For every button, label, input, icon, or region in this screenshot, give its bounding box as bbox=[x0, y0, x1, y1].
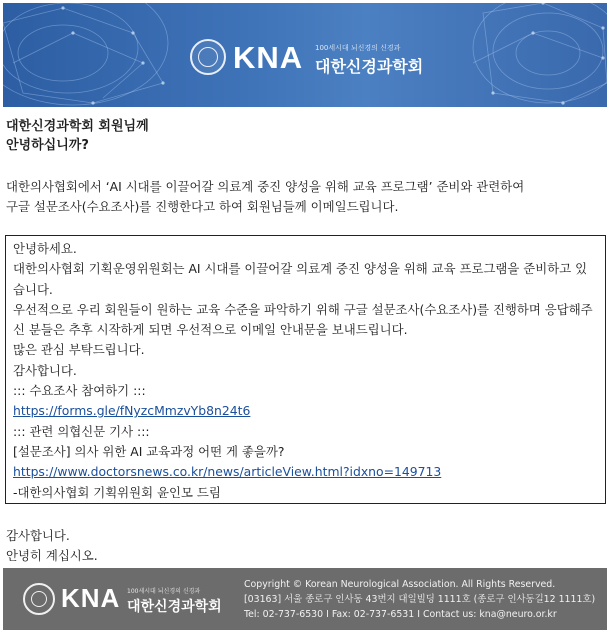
notice-thanks: 감사합니다. bbox=[13, 362, 77, 378]
notice-paragraph-2: 우선적으로 우리 회원들이 원하는 교육 수준을 파악하기 위해 구글 설문조사(수요조사)를 진행하며 응답해주신 분들은 추후 시작하게 되면 우선적으로 이메일 안내문을 보내드립니다. bbox=[13, 301, 593, 338]
notice-box bbox=[5, 235, 606, 504]
greeting-line-1: 대한신경과학회 회원님께 bbox=[6, 119, 149, 134]
notice-request: 많은 관심 부탁드립니다. bbox=[13, 342, 145, 358]
footer-org-name: 대한신경과학회 bbox=[127, 599, 222, 615]
brain-network-illustration bbox=[3, 3, 607, 107]
survey-heading: ::: 수요조사 참여하기 ::: bbox=[13, 383, 146, 399]
logo-org-name: 대한신경과학회 bbox=[315, 57, 424, 76]
closing-line-2: 안녕히 계십시오. bbox=[6, 548, 98, 563]
closing-line-1: 감사합니다. bbox=[6, 528, 70, 543]
article-title: [설문조사] 의사 위한 AI 교육과정 어떤 게 좋을까? bbox=[13, 443, 285, 459]
footer-kna-logo-text: KNA bbox=[61, 583, 121, 613]
article-heading: ::: 관련 의협신문 기사 ::: bbox=[13, 423, 150, 439]
footer-seal-icon bbox=[23, 583, 55, 615]
logo-slogan: 100세시대 뇌신경의 신경과 bbox=[315, 44, 401, 52]
greeting-line-2: 안녕하십니까? bbox=[6, 138, 89, 153]
footer-copyright: Copyright © Korean Neurological Association. All Rights Reserved. bbox=[244, 579, 556, 590]
intro-line-2: 구글 설문조사(수요조사)를 진행한다고 하여 회원님들께 이메일드립니다. bbox=[6, 199, 399, 214]
survey-link[interactable]: https://forms.gle/fNyzcMmzvYb8n24t6 bbox=[13, 403, 251, 419]
notice-signature: -대한의사협회 기획위원회 윤인모 드림 bbox=[13, 484, 221, 500]
footer-info bbox=[244, 577, 595, 622]
notice-paragraph-1: 대한의사협회 기획운영위원회는 AI 시대를 이끌어갈 의료계 중진 양성을 위해 교육 프로그램을 준비하고 있습니다. bbox=[13, 261, 588, 297]
closing bbox=[6, 526, 98, 566]
intro-paragraph bbox=[6, 177, 606, 217]
footer-address: [03163] 서울 종로구 인사동 43번지 대일빌딩 1111호 (종로구 인사동길12 1111호) bbox=[244, 594, 596, 605]
notice-hello: 안녕하세요. bbox=[13, 241, 77, 256]
footer-slogan: 100세시대 뇌신경의 신경과 bbox=[127, 588, 201, 595]
association-seal-icon bbox=[190, 39, 226, 75]
greeting bbox=[6, 117, 149, 155]
article-link[interactable]: https://www.doctorsnews.co.kr/news/articleView.html?idxno=149713 bbox=[13, 464, 442, 480]
header-banner bbox=[3, 3, 607, 107]
kna-logo-text: KNA bbox=[233, 40, 304, 75]
footer bbox=[3, 568, 607, 630]
intro-line-1: 대한의사협회에서 ‘AI 시대를 이끌어갈 의료계 중진 양성을 위해 교육 프로그램’ 준비와 관련하여 bbox=[6, 179, 525, 194]
footer-contact: Tel: 02-737-6530 I Fax: 02-737-6531 I Contact us: kna@neuro.or.kr bbox=[244, 609, 557, 620]
